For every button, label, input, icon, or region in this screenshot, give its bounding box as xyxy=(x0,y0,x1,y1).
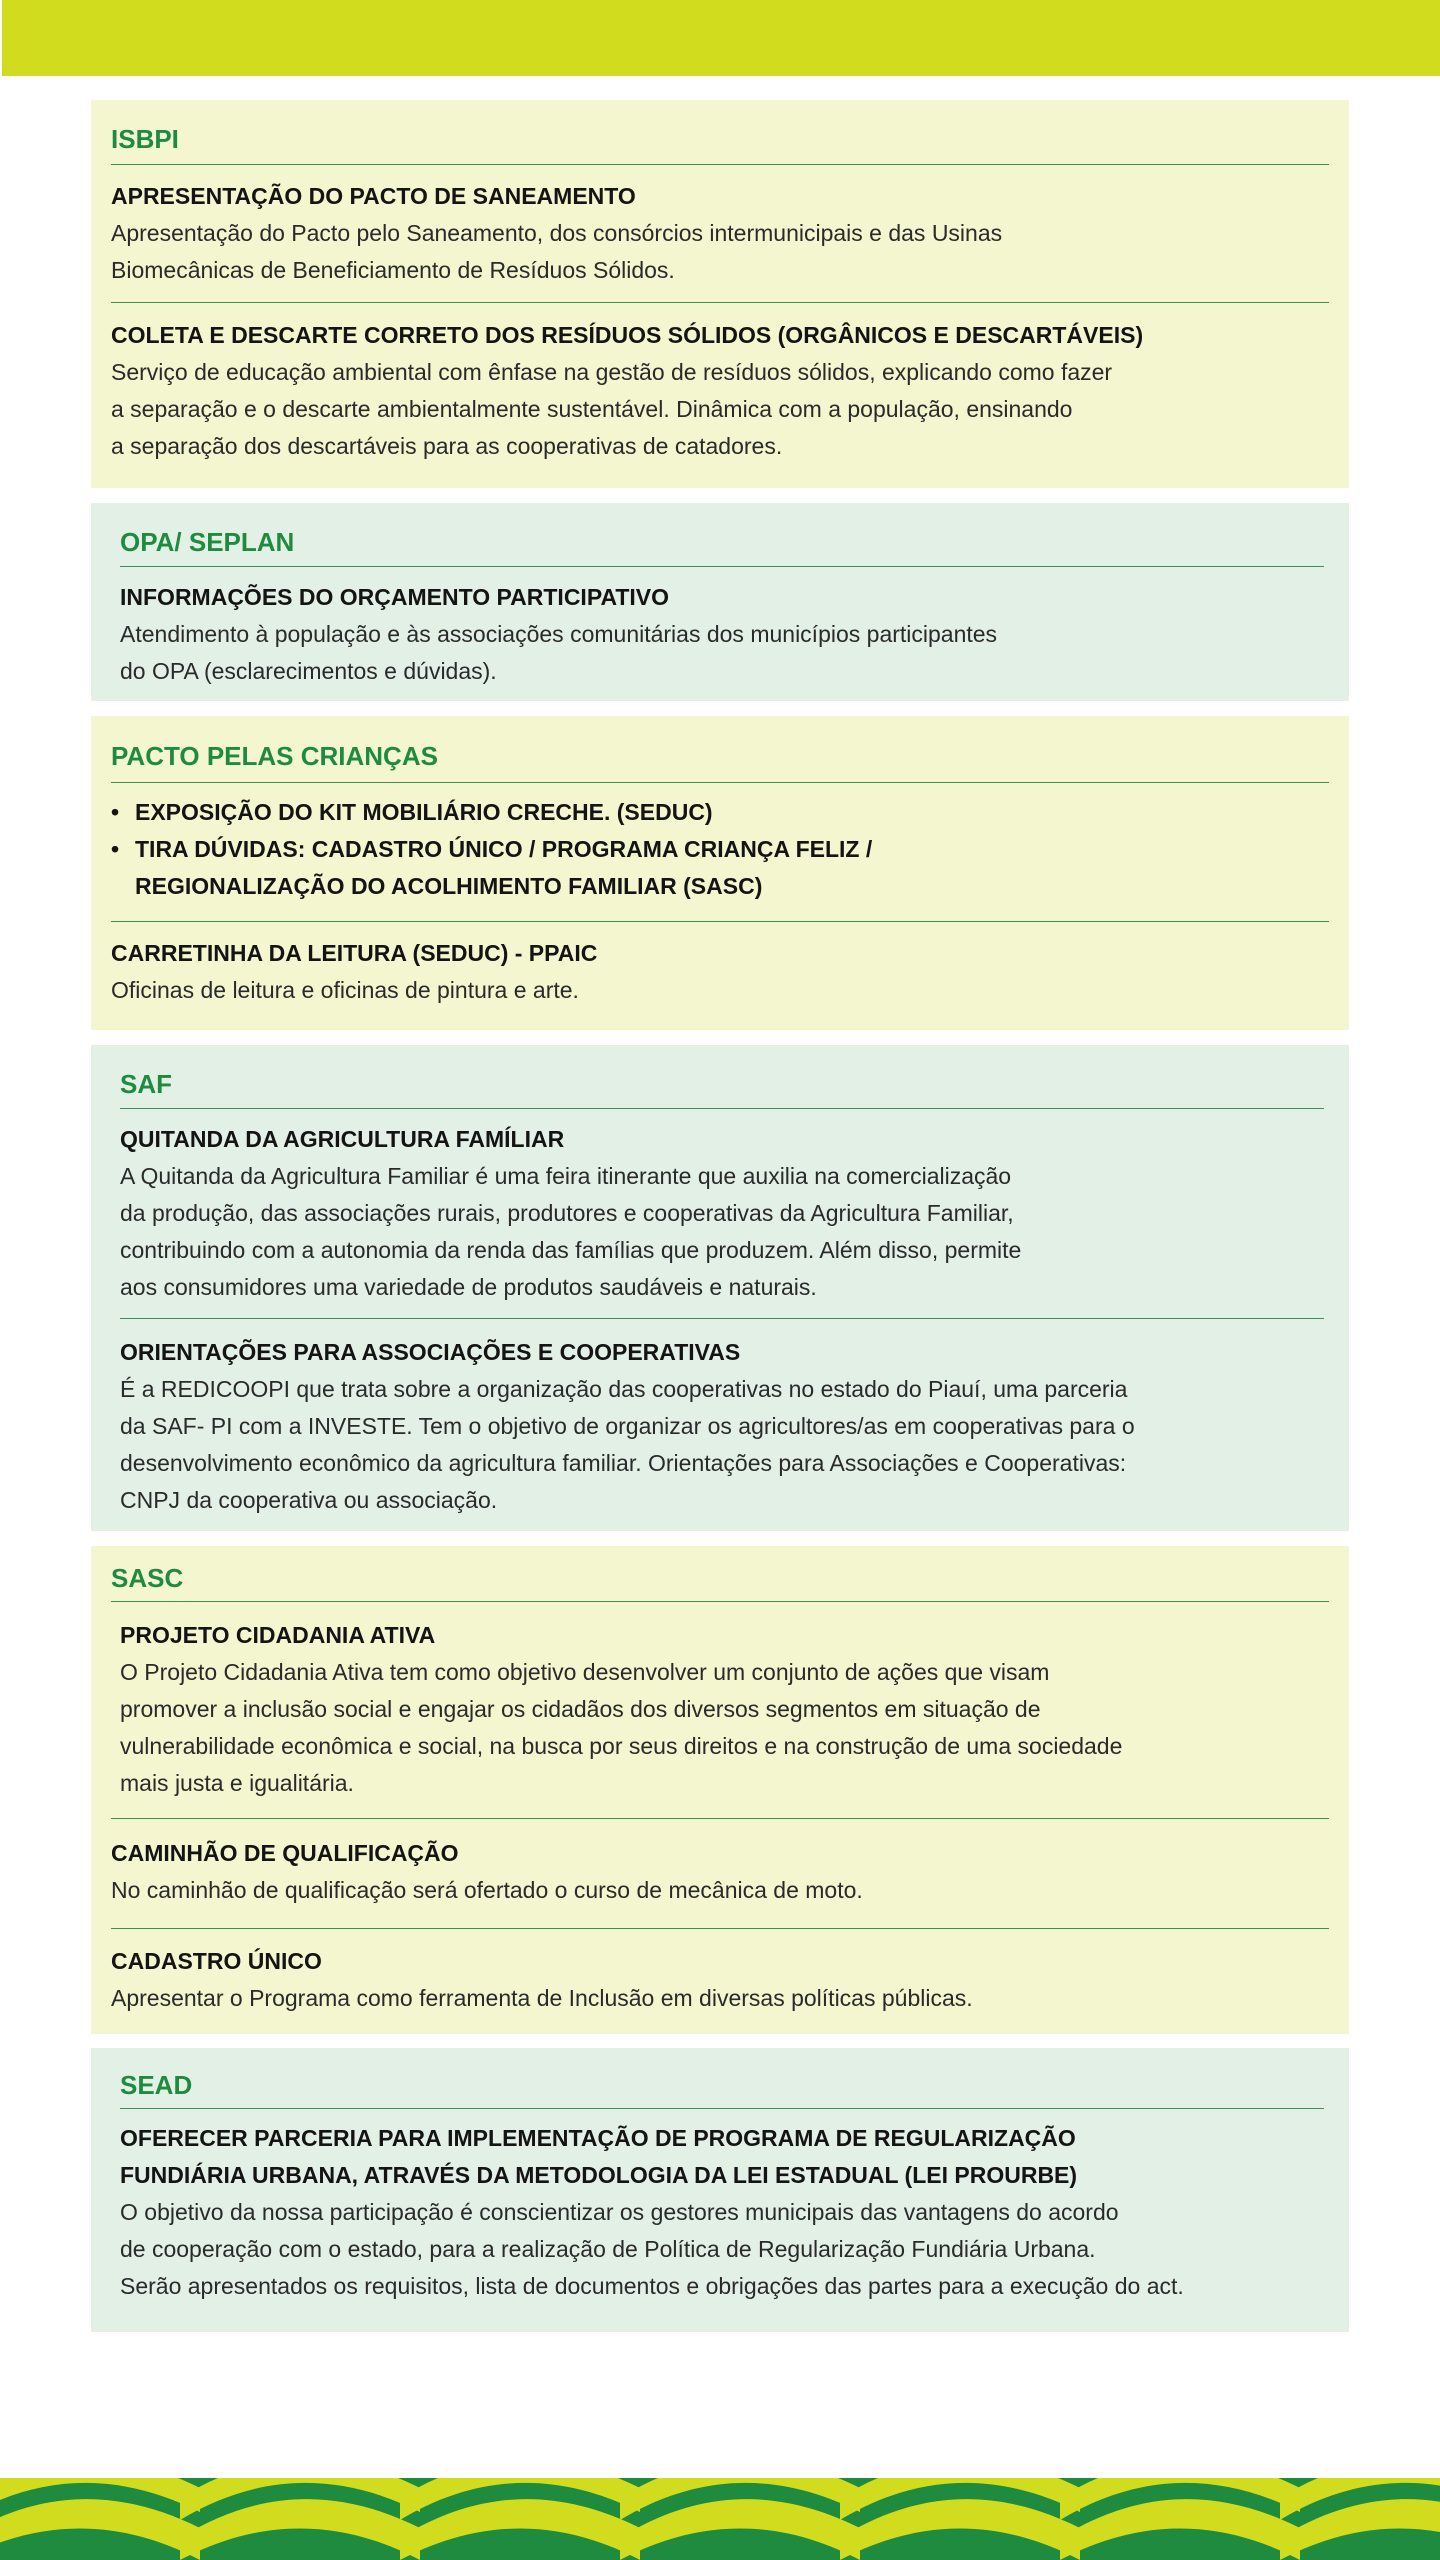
section-opa-seplan xyxy=(91,503,1349,701)
item-title: CAMINHÃO DE QUALIFICAÇÃO xyxy=(111,1840,459,1866)
section-title: OPA/ SEPLAN xyxy=(120,527,295,557)
divider xyxy=(120,2108,1324,2109)
item-title: OFERECER PARCERIA PARA IMPLEMENTAÇÃO DE PROGRAMA DE REGULARIZAÇÃO FUNDIÁRIA URBANA, ATRAVÉS DA METODOLOGIA DA LEI ESTADUAL (LEI PROURBE) xyxy=(120,2125,1078,2188)
section-title: SEAD xyxy=(120,2070,193,2100)
item-title: APRESENTAÇÃO DO PACTO DE SANEAMENTO xyxy=(111,183,636,209)
item-title: INFORMAÇÕES DO ORÇAMENTO PARTICIPATIVO xyxy=(120,584,670,610)
section-title: SAF xyxy=(120,1069,172,1099)
item-text: O objetivo da nossa participação é conscientizar os gestores municipais das vantagens do acordo de cooperação com o estado, para a realização de Política de Regularização Fundiária Urbana. Serão apresentados os requisitos, lista de documentos e obrigações das partes para a execução do act. xyxy=(120,2199,1184,2299)
item-text: Oficinas de leitura e oficinas de pintura e arte. xyxy=(111,977,579,1003)
section-pacto-pelas-criancas xyxy=(91,716,1349,1030)
bottom-wave-band xyxy=(0,2478,1440,2560)
wave-pattern-graphic xyxy=(0,2478,1440,2560)
section-sead xyxy=(91,2048,1349,2332)
item-text: Apresentação do Pacto pelo Saneamento, dos consórcios intermunicipais e das Usinas Biomecânicas de Beneficiamento de Resíduos Sólidos. xyxy=(111,220,1003,283)
item-text: Serviço de educação ambiental com ênfase na gestão de resíduos sólidos, explicando como fazer a separação e o descarte ambientalmente sustentável. Dinâmica com a população, ensinando a separação dos descartáveis para as cooperativas de catadores. xyxy=(111,359,1113,459)
divider xyxy=(111,782,1329,783)
section-isbpi xyxy=(91,100,1349,488)
item-text: A Quitanda da Agricultura Familiar é uma feira itinerante que auxilia na comercialização da produção, das associações rurais, produtores e cooperativas da Agricultura Familiar, contribuindo com a autonomia da renda das famílias que produzem. Além disso, permite aos consumidores uma variedade de produtos saudáveis e naturais. xyxy=(120,1163,1022,1300)
item-title: CARRETINHA DA LEITURA (SEDUC) - PPAIC xyxy=(111,940,598,966)
section-title: ISBPI xyxy=(111,124,179,154)
section-saf xyxy=(91,1045,1349,1531)
item-text: Apresentar o Programa como ferramenta de Inclusão em diversas políticas públicas. xyxy=(111,1985,973,2011)
top-accent-bar xyxy=(2,0,1440,76)
divider xyxy=(120,1108,1324,1109)
section-title: PACTO PELAS CRIANÇAS xyxy=(111,741,438,771)
divider xyxy=(111,1601,1329,1602)
item-title: ORIENTAÇÕES PARA ASSOCIAÇÕES E COOPERATIVAS xyxy=(120,1339,741,1365)
item-title: QUITANDA DA AGRICULTURA FAMÍLIAR xyxy=(120,1126,565,1152)
bullet-item: • EXPOSIÇÃO DO KIT MOBILIÁRIO CRECHE. (SEDUC) xyxy=(111,794,872,831)
section-title: SASC xyxy=(111,1563,184,1593)
item-text: No caminhão de qualificação será ofertado o curso de mecânica de moto. xyxy=(111,1877,863,1903)
divider xyxy=(111,302,1329,303)
bullet-item: • TIRA DÚVIDAS: CADASTRO ÚNICO / PROGRAMA CRIANÇA FELIZ / REGIONALIZAÇÃO DO ACOLHIMENTO FAMILIAR (SASC) xyxy=(111,831,872,905)
item-text: É a REDICOOPI que trata sobre a organização das cooperativas no estado do Piauí, uma parceria da SAF- PI com a INVESTE. Tem o objetivo de organizar os agricultores/as em cooperativas para o desenvolvimento econômico da agricultura familiar. Orientações para Associações e Cooperativas: CNPJ da cooperativa ou associação. xyxy=(120,1376,1135,1513)
item-title: CADASTRO ÚNICO xyxy=(111,1948,322,1974)
bullet-list xyxy=(111,794,872,905)
divider xyxy=(120,1318,1324,1319)
divider xyxy=(111,921,1329,922)
item-text: O Projeto Cidadania Ativa tem como objetivo desenvolver um conjunto de ações que visam promover a inclusão social e engajar os cidadãos dos diversos segmentos em situação de vulnerabilidade econômica e social, na busca por seus direitos e na construção de uma sociedade mais justa e igualitária. xyxy=(120,1659,1123,1796)
divider xyxy=(111,164,1329,165)
divider xyxy=(120,566,1324,567)
section-sasc xyxy=(91,1546,1349,2034)
divider xyxy=(111,1818,1329,1819)
item-title: COLETA E DESCARTE CORRETO DOS RESÍDUOS SÓLIDOS (ORGÂNICOS E DESCARTÁVEIS) xyxy=(111,322,1144,348)
divider xyxy=(111,1928,1329,1929)
item-title: PROJETO CIDADANIA ATIVA xyxy=(120,1622,436,1648)
item-text: Atendimento à população e às associações comunitárias dos municípios participantes do OPA (esclarecimentos e dúvidas). xyxy=(120,621,998,684)
